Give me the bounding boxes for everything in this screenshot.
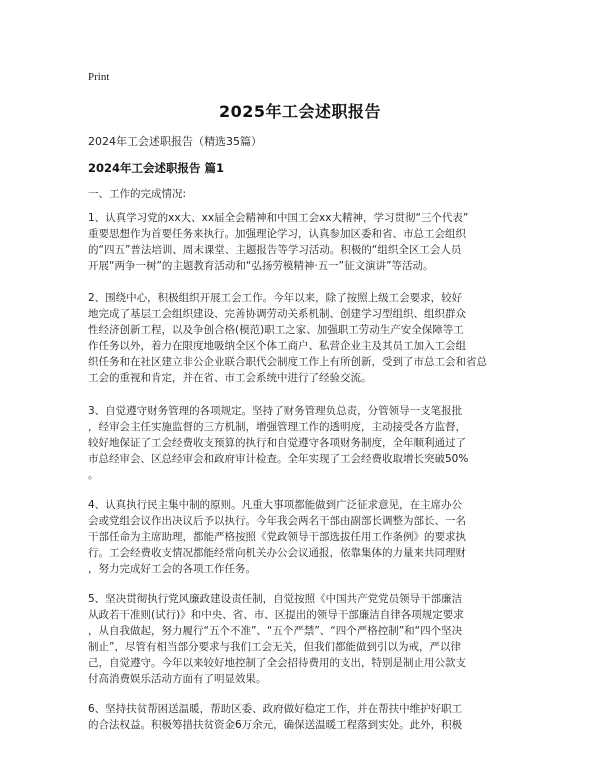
paragraph-line: 6、坚持扶贫帮困送温暖，帮助区委、政府做好稳定工作，并在帮扶中维护好职工 — [88, 703, 463, 715]
paragraph-5 — [88, 591, 516, 687]
paragraph-line: 制止”，尽管有相当部分要求与我们工会无关，但我们都能做到引以为戒，严以律 — [88, 641, 461, 653]
paragraph-line: 工会的重视和肯定，并在省、市工会系统中进行了经验交流。 — [88, 372, 372, 384]
paragraph-line: 的合法权益。积极筹措扶贫资金6万余元，确保送温暖工程落到实处。此外，积极 — [88, 719, 463, 731]
paragraph-2 — [88, 290, 516, 386]
paragraph-line: 付高消费娱乐活动方面有了明显效果。 — [88, 673, 267, 685]
paragraph-line: 3、自觉遵守财务管理的各项规定。坚持了财务管理负总责，分管领导一支笔报批 — [88, 405, 463, 417]
paragraph-line: 性经济创新工程，以及争创合格(模范)职工之家、加强职工劳动生产安全保障等工 — [88, 324, 464, 336]
paragraph-line: 。 — [88, 469, 99, 481]
paragraph-line: 织任务和在社区建立非公企业联合职代会制度工作上有所创新，受到了市总工会和省总 — [88, 356, 487, 368]
paragraph-line: 作任务以外，着力在限度地吸纳全区个体工商户、私营企业主及其员工加入工会组 — [88, 340, 466, 352]
paragraph-line: 会或党组会议作出决议后予以执行。今年我会两名干部由副部长调整为部长、一名 — [88, 515, 466, 527]
paragraph-line: 4、认真执行民主集中制的原则。凡重大事项都能做到广泛征求意见，在主席办公 — [88, 499, 463, 511]
paragraph-3 — [88, 403, 516, 483]
paragraph-line: 较好地保证了工会经费收支预算的执行和自觉遵守各项财务制度，全年顺利通过了 — [88, 437, 466, 449]
paragraph-line: 己，自觉遵守。今年以来较好地控制了全会招待费用的支出，特别是制止用公款支 — [88, 657, 466, 669]
paragraph-line: 行。工会经费收支情况都能经常向机关办公会议通报，依靠集体的力量来共同理财 — [88, 547, 466, 559]
paragraph-line: 地完成了基层工会组织建设、完善协调劳动关系机制、创建学习型组织、组织群众 — [88, 308, 466, 320]
print-label[interactable]: Print — [88, 71, 110, 83]
intro-item-text: 一、工作的完成情况: — [88, 188, 187, 200]
paragraph-line: 从政若干准则(试行)》和中央、省、市、区提出的领导干部廉洁自律各项规定要求 — [88, 609, 464, 621]
paragraph-1 — [88, 210, 516, 274]
paragraph-line: ，努力完成好工会的各项工作任务。 — [88, 563, 256, 575]
paragraph-line: 重要思想作为首要任务来执行。加强理论学习，认真参加区委和省、市总工会组织 — [88, 228, 466, 240]
section-heading: 2024年工会述职报告 篇1 — [88, 161, 225, 175]
paragraph-line: ，从自我做起，努力履行“五个不准”、“五个严禁”、“四个严格控制”和“四个坚决 — [88, 625, 463, 637]
paragraph-line: 的“四五”普法培训、周末课堂、主题报告等学习活动。积极的“组织全区工会人员 — [88, 244, 462, 256]
document-title: 2025年工会述职报告 — [218, 102, 382, 121]
intro-item — [88, 186, 516, 202]
paragraph-line: 1、认真学习党的xx大、xx届全会精神和中国工会xx大精神，学习贯彻“三个代表” — [88, 212, 469, 224]
paragraph-line: 开展“两争一树”的主题教育活动和“弘扬劳模精神·五一”征文演讲”等活动。 — [88, 260, 434, 272]
paragraph-4 — [88, 497, 516, 577]
paragraph-line: 5、坚决贯彻执行党风廉政建设责任制，自觉按照《中国共产党党员领导干部廉洁 — [88, 593, 463, 605]
paragraph-line: ，经审会主任实施监督的三方机制，增强管理工作的透明度，主动接受各方监督， — [88, 421, 466, 433]
paragraph-line: 市总经审会、区总经审会和政府审计检查。全年实现了工会经费收取增长突破50% — [88, 453, 469, 465]
paragraph-6 — [88, 701, 516, 733]
paragraph-line: 2、围绕中心，积极组织开展工会工作。今年以来，除了按照上级工会要求，较好 — [88, 292, 463, 304]
paragraph-line: 干部任命为主席助理，都能严格按照《党政领导干部选拔任用工作条例》的要求执 — [88, 531, 466, 543]
document-subtitle: 2024年工会述职报告（精选35篇） — [88, 135, 262, 148]
